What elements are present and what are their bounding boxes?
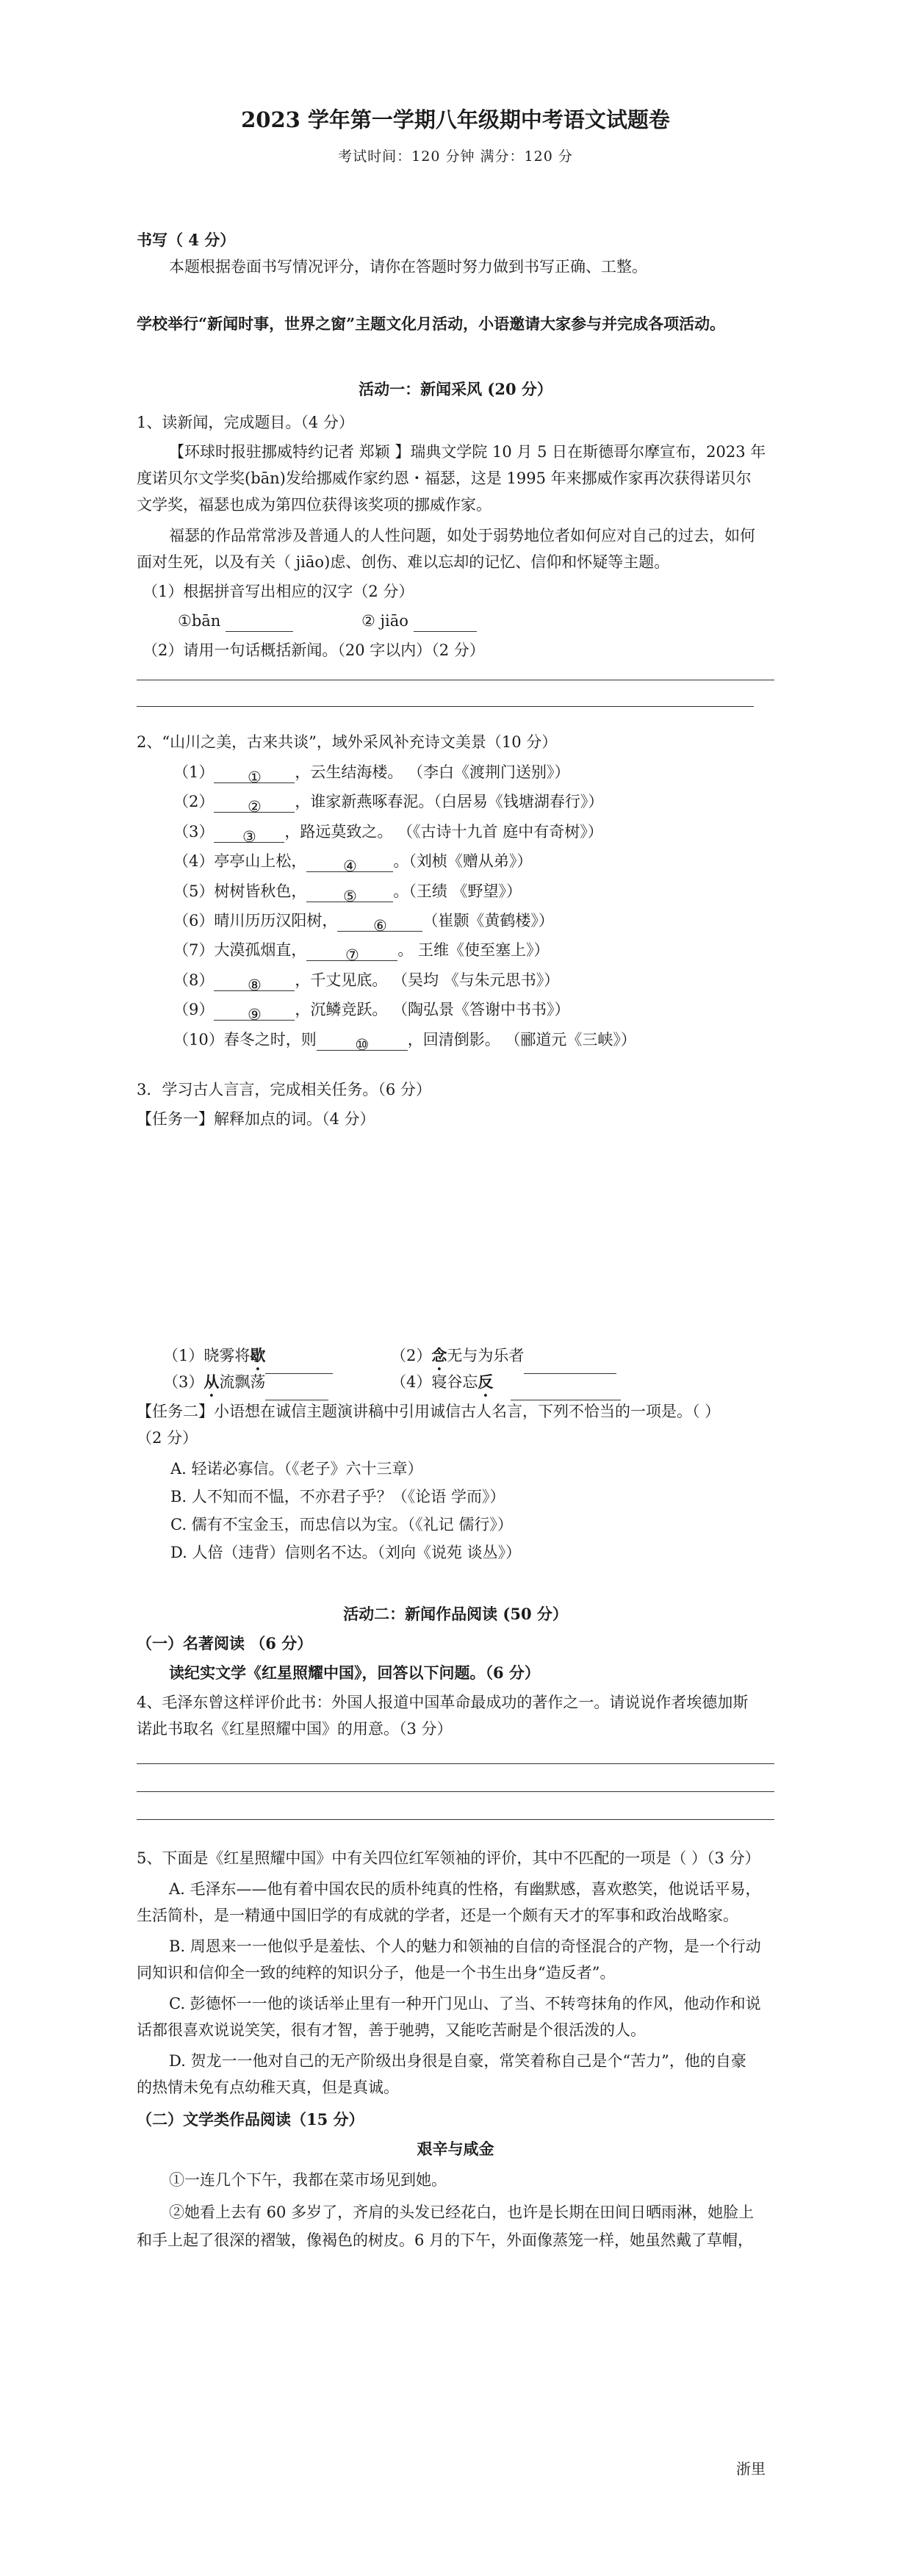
q5-option-c-line1[interactable]: C. 彭德怀一一他的谈话举止里有一种开门见山、了当、不转弯抹角的作风，他动作和说	[169, 1995, 761, 2012]
q1-sub2: （2）请用一句话概括新闻。（20 字以内）（2 分）	[143, 641, 485, 659]
answer-line[interactable]	[137, 1791, 774, 1792]
word-item-text: （1）晓雾将	[163, 1347, 251, 1364]
poem-line-suffix: 。（王绩 《野望》）	[393, 882, 522, 900]
poem-line-suffix: ，云生结海楼。 （李白《渡荆门送别》）	[295, 763, 570, 781]
news-line-1: 【环球时报驻挪威特约记者 郑颖 】瑞典文学院 10 月 5 日在斯德哥尔摩宣布，2023 年	[169, 443, 766, 461]
footer-note: 浙里	[736, 2460, 766, 2478]
story-para-2-line1: ②她看上去有 60 多岁了，齐肩的头发已经花白，也许是长期在田间日晒雨淋，她脸上	[169, 2203, 755, 2221]
task2-option-d[interactable]: D. 人倍（违背）信则名不达。（刘向《说苑 谈丛》）	[170, 1544, 522, 1561]
poem-line-prefix: （9）	[173, 1001, 215, 1018]
poem-line	[173, 999, 570, 1021]
poem-line-prefix: （7）大漠孤烟直，	[173, 941, 307, 959]
poem-line-prefix: （8）	[173, 971, 215, 989]
q5-option-a-line1[interactable]: A. 毛泽东——他有着中国农民的质朴纯真的性格，有幽默感，喜欢憨笑，他说话平易，	[169, 1880, 761, 1898]
task2-score: （2 分）	[137, 1429, 198, 1447]
part1-intro: 读纪实文学《红星照耀中国》，回答以下问题。（6 分）	[169, 1663, 540, 1682]
activity1-heading: 活动一：新闻采风 (20 分）	[359, 380, 552, 398]
poem-line	[173, 910, 554, 935]
poem-line-prefix: （3）	[173, 823, 215, 841]
poem-line	[173, 969, 560, 994]
poem-line-suffix: 。（刘桢《赠从弟》）	[393, 852, 533, 870]
q5-option-a-line2: 生活简朴，是一精通中国旧学的有成就的学者，还是一个颇有天才的军事和政治战略家。	[137, 1907, 738, 1924]
poem-line-suffix: ，谁家新燕啄春泥。（白居易《钱塘湖春行》）	[295, 793, 604, 810]
poem-answer-blank[interactable]: ⑥	[337, 915, 422, 932]
poem-line-prefix: （6）晴川历历汉阳树，	[173, 912, 338, 929]
q5-option-b-line2: 同知识和信仰全一致的纯粹的知识分子，他是一个书生出身“造反者”。	[137, 1964, 616, 1982]
word-item-text: 无与为乐者	[447, 1347, 525, 1364]
poem-line	[173, 791, 604, 816]
task1-label: 【任务一】解释加点的词。（4 分）	[137, 1110, 375, 1128]
q1-stem: 1、读新闻，完成题目。（4 分）	[137, 414, 354, 431]
word-item-1	[163, 1345, 333, 1374]
task2-option-c[interactable]: C. 儒有不宝金玉，而忠信以为宝。（《礼记 儒行》）	[170, 1516, 513, 1533]
part1-heading: （一）名著阅读 （6 分）	[137, 1634, 313, 1652]
answer-blank[interactable]	[265, 1384, 328, 1400]
poem-line-prefix: （1）	[173, 763, 215, 781]
poem-line-suffix: ，千丈见底。 （吴均 《与朱元思书》）	[295, 971, 560, 989]
news-line-2: 度诺贝尔文学奖(bān)发给挪威作家约恩・福瑟，这是 1995 年来挪威作家再次获得诺贝尔	[137, 469, 752, 487]
q5-option-d-line2: 的热情未免有点幼稚天真，但是真诚。	[137, 2079, 399, 2096]
q4-line-2: 诺此书取名《红星照耀中国》的用意。（3 分）	[137, 1720, 453, 1738]
news-line-5: 面对生死，以及有关（ jiāo)虑、创伤、难以忘却的记忆、信仰和怀疑等主题。	[137, 553, 670, 571]
q5-option-b-line1[interactable]: B. 周恩来一一他似乎是羞怯、个人的魅力和领袖的自信的奇怪混合的产物，是一个行动	[169, 1938, 761, 1955]
answer-line[interactable]	[137, 1819, 774, 1820]
poem-line	[173, 761, 570, 786]
poem-line-prefix: （2）	[173, 793, 215, 810]
poem-answer-blank[interactable]: ⑦	[306, 944, 397, 961]
poem-line-prefix: （10）春冬之时，则	[173, 1031, 317, 1048]
poem-answer-blank[interactable]: ③	[214, 826, 284, 843]
pinyin-ban-label: ①bān	[178, 612, 221, 630]
word-item-2	[391, 1345, 616, 1374]
q4-line-1: 4、毛泽东曾这样评价此书：外国人报道中国革命最成功的著作之一。请说说作者埃德加斯	[137, 1694, 749, 1711]
word-item-4	[391, 1371, 621, 1400]
dotted-word: 歇	[250, 1346, 266, 1364]
poem-answer-blank[interactable]: ②	[214, 796, 295, 813]
activity2-heading: 活动二：新闻作品阅读 (50 分）	[343, 1605, 568, 1623]
poem-line-prefix: （5）树树皆秋色，	[173, 882, 307, 900]
dotted-word: 念	[431, 1346, 447, 1364]
q1-sub1: （1）根据拼音写出相应的汉字（2 分）	[143, 583, 414, 600]
poem-line	[173, 821, 603, 846]
poem-answer-blank[interactable]: ⑨	[214, 1004, 295, 1021]
writing-heading: 书写（ 4 分）	[137, 231, 236, 249]
part2-heading: （二）文学类作品阅读（15 分）	[137, 2110, 364, 2129]
word-item-text: 流飘荡	[219, 1373, 266, 1391]
poem-line	[173, 850, 533, 875]
answer-blank-jiao[interactable]	[414, 615, 477, 632]
pinyin-jiao-label: ② jiāo	[361, 612, 408, 630]
poem-line-prefix: （4）亭亭山上松，	[173, 852, 307, 870]
task2-stem: 【任务二】小语想在诚信主题演讲稿中引用诚信古人名言，下列不恰当的一项是。（ ）	[137, 1403, 721, 1420]
dotted-word: 从	[204, 1372, 220, 1391]
poem-line	[173, 880, 522, 905]
answer-blank[interactable]	[511, 1384, 621, 1400]
poem-answer-blank[interactable]: ⑤	[306, 885, 393, 902]
answer-line[interactable]	[137, 1763, 774, 1764]
poem-answer-blank[interactable]: ⑧	[214, 974, 295, 991]
pinyin-ban	[178, 610, 293, 632]
exam-info: 考试时间：120 分钟 满分：120 分	[338, 148, 573, 165]
word-item-text: （4）寝谷忘	[391, 1373, 478, 1391]
poem-line	[173, 939, 550, 964]
dotted-word: 反	[478, 1372, 494, 1391]
q5-stem: 5、下面是《红星照耀中国》中有关四位红军领袖的评价，其中不匹配的一项是（ ）（3 分）	[137, 1849, 760, 1867]
poem-line-suffix: ，路远莫致之。 （《古诗十九首 庭中有奇树》）	[284, 823, 603, 841]
news-line-3: 文学奖，福瑟也成为第四位获得该奖项的挪威作家。	[137, 496, 491, 514]
writing-text: 本题根据卷面书写情况评分，请你在答题时努力做到书写正确、工整。	[169, 258, 647, 276]
exam-title: 2023 学年第一学期八年级期中考语文试题卷	[241, 107, 670, 132]
poem-answer-blank[interactable]: ⑩	[317, 1034, 408, 1051]
poem-line-suffix: ，沉鳞竞跃。 （陶弘景《答谢中书书》）	[295, 1001, 570, 1018]
story-title: 艰辛与咸金	[417, 2140, 494, 2158]
poem-answer-blank[interactable]: ④	[306, 855, 393, 872]
q3-stem: 3．学习古人言言，完成相关任务。（6 分）	[137, 1081, 431, 1098]
pinyin-jiao	[361, 610, 477, 632]
poem-line	[173, 1029, 636, 1054]
answer-blank-ban[interactable]	[226, 615, 293, 632]
poem-answer-blank[interactable]: ①	[214, 766, 295, 783]
word-item-text: （2）	[391, 1347, 432, 1364]
poem-line-suffix: （崔颢《黄鹤楼》）	[422, 912, 554, 929]
task2-option-b[interactable]: B. 人不知而不愠，不亦君子乎？（《论语 学而》）	[170, 1488, 505, 1505]
q5-option-c-line2: 话都很喜欢说说笑笑，很有才智，善于驰骋，又能吃苦耐是个很活泼的人。	[137, 2021, 646, 2039]
task2-option-a[interactable]: A. 轻诺必寡信。（《老子》六十三章）	[170, 1460, 423, 1478]
word-item-text: （3）	[163, 1373, 204, 1391]
word-item-3	[163, 1371, 328, 1400]
intro-text: 学校举行“新闻时事，世界之窗”主题文化月活动，小语邀请大家参与并完成各项活动。	[137, 314, 726, 333]
poem-line-suffix: 。 王维《使至塞上》）	[397, 941, 550, 959]
poem-line-suffix: ，回清倒影。 （郦道元《三峡》）	[407, 1031, 636, 1048]
story-para-1: ①一连几个下午，我都在菜市场见到她。	[169, 2171, 447, 2189]
story-para-2-line2: 和手上起了很深的褶皱，像褐色的树皮。6 月的下午，外面像蒸笼一样，她虽然戴了草帽，	[137, 2231, 754, 2249]
q5-option-d-line1[interactable]: D. 贺龙一一他对自己的无产阶级出身很是自豪，常笑着称自己是个“苦力”，他的自豪	[169, 2052, 746, 2070]
answer-line[interactable]	[137, 706, 754, 707]
q2-stem: 2、“山川之美，古来共谈”，域外采风补充诗文美景（10 分）	[137, 733, 558, 751]
news-line-4: 福瑟的作品常常涉及普通人的人性问题，如处于弱势地位者如何应对自己的过去，如何	[169, 527, 755, 544]
